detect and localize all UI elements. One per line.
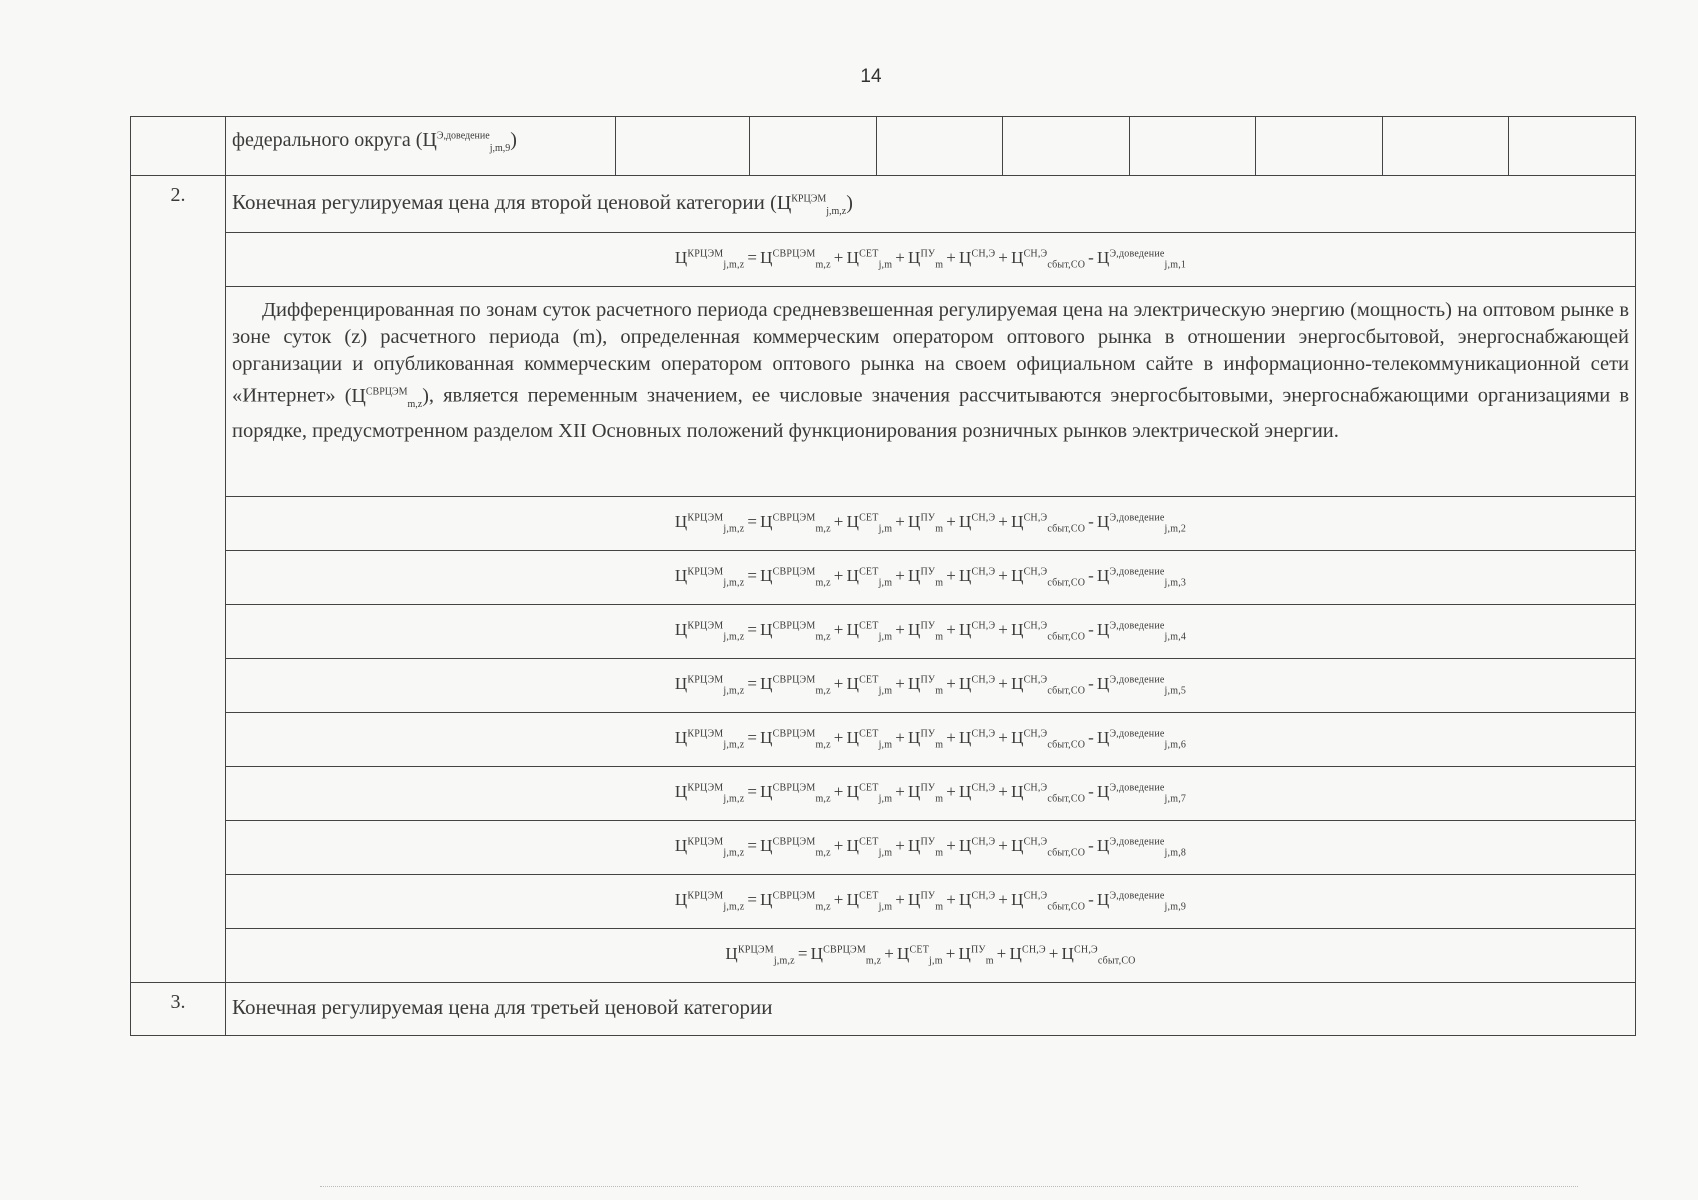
formula: $Ц^{КРЦЭМ}_{j,m,z} = Ц^{СВРЦЭМ}_{m,z} + Ц^{СЕТ}_{j,m} + Ц^{ПУ}_m + Ц^{СН,Э} + Ц^{СН,Э}_{сбыт,СО} - Ц^{Э,доведение}_{j,m,4}$ [674,620,1187,643]
section-2-title: Конечная регулируемая цена для второй ценовой категории $(Ц^{КРЦЭМ}_{j,m,z})$ [232,190,853,217]
formula-row [226,766,1635,820]
price-table [130,116,1636,1036]
continuation-row [131,117,1635,175]
row-number-cell [131,117,226,175]
formula-row [226,604,1635,658]
formula-row [226,820,1635,874]
scan-artifact-line [320,1186,1578,1188]
empty-cell [1130,117,1257,175]
formula-row [226,658,1635,712]
empty-cell [1256,117,1383,175]
formula-row [226,712,1635,766]
formula: $Ц^{КРЦЭМ}_{j,m,z} = Ц^{СВРЦЭМ}_{m,z} + Ц^{СЕТ}_{j,m} + Ц^{ПУ}_m + Ц^{СН,Э} + Ц^{СН,Э}_{сбыт,СО} - Ц^{Э,доведение}_{j,m,3}$ [674,566,1187,589]
formula-row-final [226,928,1635,982]
section-2-number: 2. [131,176,226,982]
section-3-number: 3. [131,983,226,1035]
empty-cell [877,117,1004,175]
formula: $Ц^{КРЦЭМ}_{j,m,z} = Ц^{СВРЦЭМ}_{m,z} + Ц^{СЕТ}_{j,m} + Ц^{ПУ}_m + Ц^{СН,Э} + Ц^{СН,Э}_{сбыт,СО} - Ц^{Э,доведение}_{j,m,1}$ [674,248,1187,271]
continuation-label: федерального округа [232,129,411,151]
formula: $Ц^{КРЦЭМ}_{j,m,z} = Ц^{СВРЦЭМ}_{m,z} + Ц^{СЕТ}_{j,m} + Ц^{ПУ}_m + Ц^{СН,Э} + Ц^{СН,Э}_{сбыт,СО} - Ц^{Э,доведение}_{j,m,6}$ [674,728,1187,751]
formula: $Ц^{КРЦЭМ}_{j,m,z} = Ц^{СВРЦЭМ}_{m,z} + Ц^{СЕТ}_{j,m} + Ц^{ПУ}_m + Ц^{СН,Э} + Ц^{СН,Э}_{сбыт,СО} - Ц^{Э,доведение}_{j,m,2}$ [674,512,1187,535]
section-2-paragraph: Дифференцированная по зонам суток расчетного периода средневзвешенная регулируемая цена на электрическую энергию (мощность) на оптовом рынке в зоне суток (z) расчетного периода (m), определенная коммерческим оператором оптового рынка в отношении энергосбытовой, энергоснабжающей организации и опубликованная коммерческим оператором оптового рынка на своем официальном сайте в информационно-телекоммуникационной сети «Интернет» $(Ц^{СВРЦЭМ}_{m,z})$, является переменным значением, ее числовые значения рассчитываются энергосбытовыми, энергоснабжающими организациями в порядке, предусмотренном разделом XII Основных положений функционирования розничных рынков электрической энергии. [226,286,1635,496]
formula-row [226,874,1635,928]
continuation-label-cell [226,117,616,175]
empty-cell [616,117,750,175]
section-3-title: Конечная регулируемая цена для третьей ценовой категории [232,995,773,1019]
formula: $Ц^{КРЦЭМ}_{j,m,z} = Ц^{СВРЦЭМ}_{m,z} + Ц^{СЕТ}_{j,m} + Ц^{ПУ}_m + Ц^{СН,Э} + Ц^{СН,Э}_{сбыт,СО} - Ц^{Э,доведение}_{j,m,8}$ [674,836,1187,859]
formula: $Ц^{КРЦЭМ}_{j,m,z} = Ц^{СВРЦЭМ}_{m,z} + Ц^{СЕТ}_{j,m} + Ц^{ПУ}_m + Ц^{СН,Э} + Ц^{СН,Э}_{сбыт,СО} - Ц^{Э,доведение}_{j,m,5}$ [674,674,1187,697]
empty-cell [1509,117,1635,175]
formula-final: $Ц^{КРЦЭМ}_{j,m,z} = Ц^{СВРЦЭМ}_{m,z} + Ц^{СЕТ}_{j,m} + Ц^{ПУ}_m + Ц^{СН,Э} + Ц^{СН,Э}_{сбыт,СО}$ [725,944,1136,967]
formula: $Ц^{КРЦЭМ}_{j,m,z} = Ц^{СВРЦЭМ}_{m,z} + Ц^{СЕТ}_{j,m} + Ц^{ПУ}_m + Ц^{СН,Э} + Ц^{СН,Э}_{сбыт,СО} - Ц^{Э,доведение}_{j,m,7}$ [674,782,1187,805]
empty-cell [1383,117,1510,175]
formula: $Ц^{КРЦЭМ}_{j,m,z} = Ц^{СВРЦЭМ}_{m,z} + Ц^{СЕТ}_{j,m} + Ц^{ПУ}_m + Ц^{СН,Э} + Ц^{СН,Э}_{сбыт,СО} - Ц^{Э,доведение}_{j,m,9}$ [674,890,1187,913]
formula-row [226,232,1635,286]
section-3-row [131,982,1635,1035]
section-2-row [131,175,1635,982]
formula-row [226,496,1635,550]
empty-cell [1003,117,1130,175]
formula-row [226,550,1635,604]
continuation-symbol: $(Ц^{Э,доведение}_{j,m,9})$ [415,129,517,154]
page-number: 14 [860,66,882,87]
empty-cell [750,117,877,175]
